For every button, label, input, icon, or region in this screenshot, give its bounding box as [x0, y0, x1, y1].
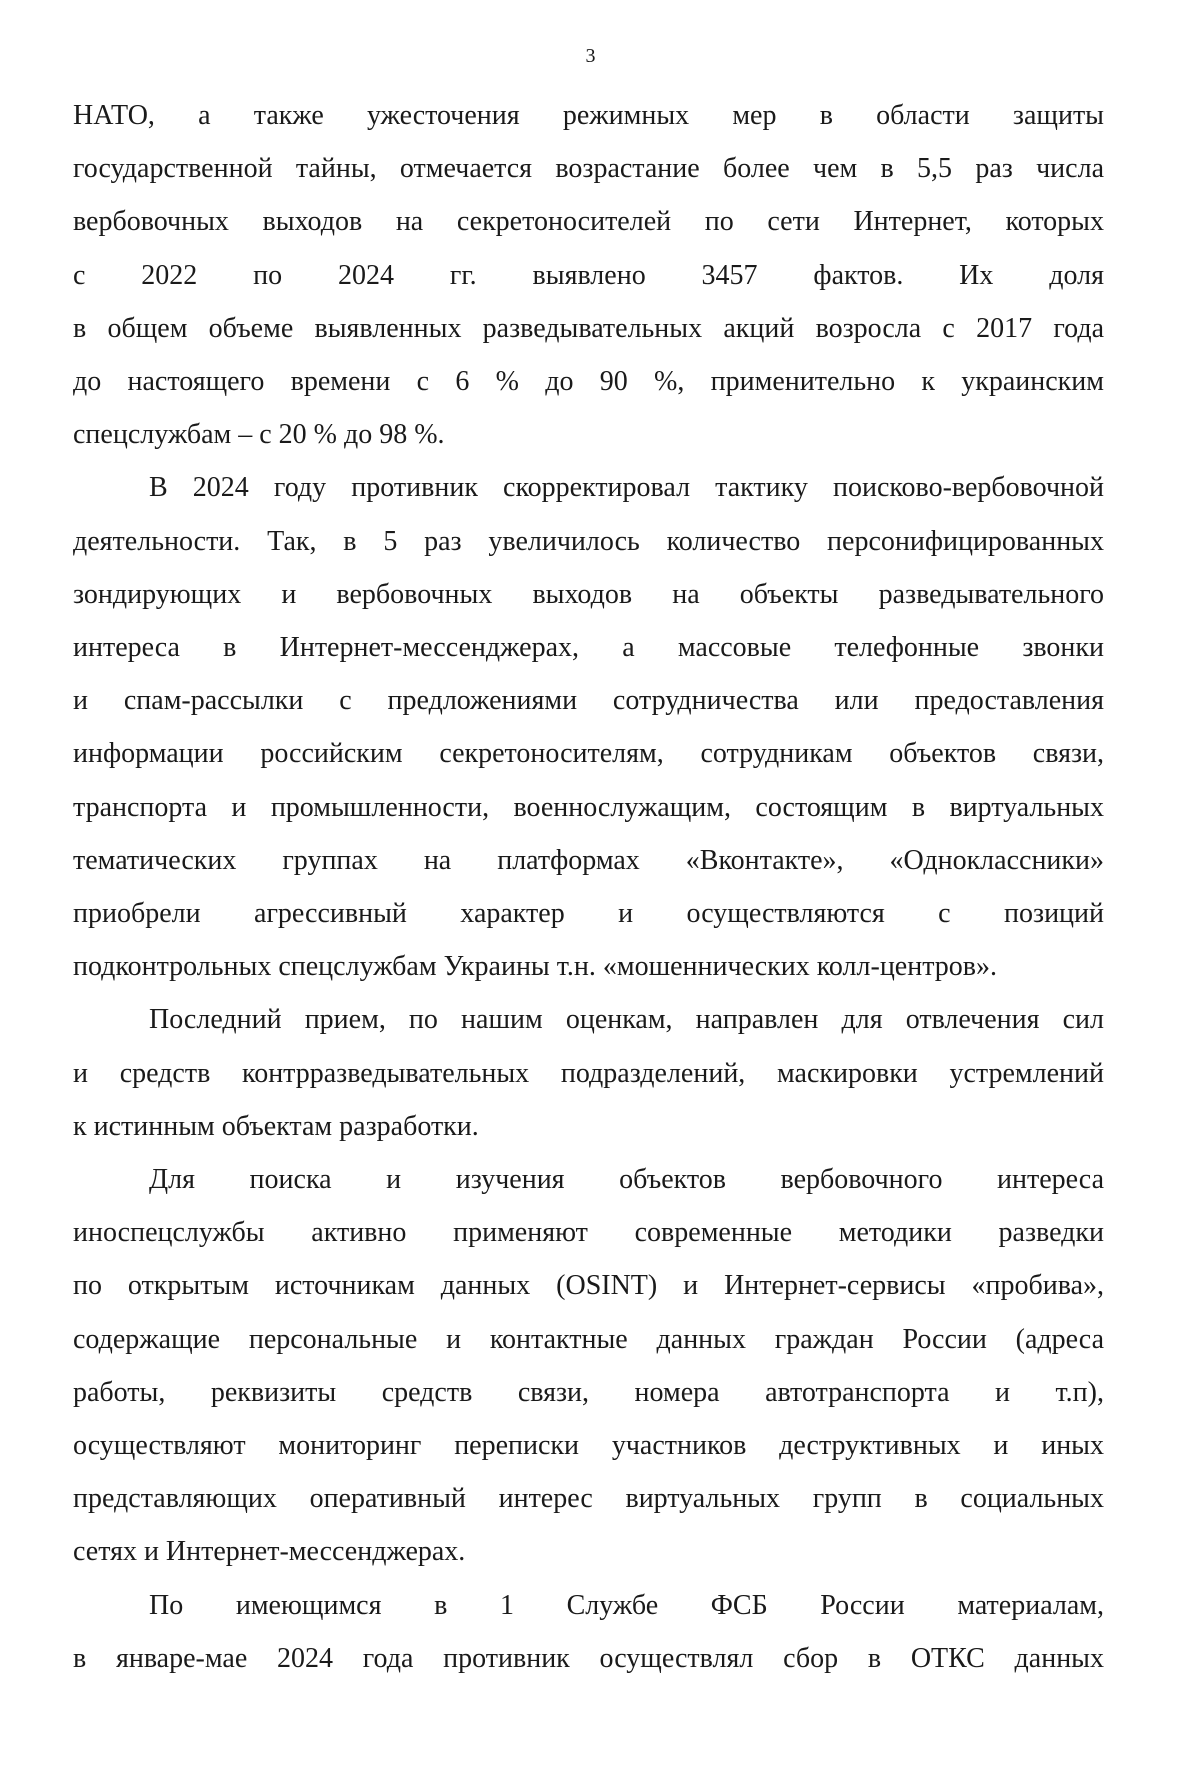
- text-line: интереса в Интернет-мессенджерах, а массовые телефонные звонки: [73, 632, 1104, 664]
- text-line: По имеющимся в 1 Службе ФСБ России материалам,: [149, 1589, 1104, 1621]
- text-line: содержащие персональные и контактные данных граждан России (адреса: [73, 1323, 1104, 1355]
- text-line: тематических группах на платформах «Вконтакте», «Одноклассники»: [73, 844, 1104, 876]
- text-line: работы, реквизиты средств связи, номера автотранспорта и т.п),: [73, 1376, 1104, 1408]
- text-line: до настоящего времени с 6 % до 90 %, применительно к украинским: [73, 366, 1104, 398]
- paragraph: [73, 1153, 1104, 1579]
- body-text: [73, 89, 1104, 1685]
- text-line: сетях и Интернет-мессенджерах.: [73, 1536, 466, 1568]
- text-line: Последний прием, по нашим оценкам, направлен для отвлечения сил: [149, 1004, 1104, 1036]
- text-line: осуществляют мониторинг переписки участников деструктивных и иных: [73, 1430, 1104, 1462]
- text-line: подконтрольных спецслужбам Украины т.н. «мошеннических колл-центров».: [73, 951, 998, 983]
- text-line: Для поиска и изучения объектов вербовочного интереса: [149, 1164, 1104, 1196]
- text-line: в январе-мае 2024 года противник осуществлял сбор в ОТКС данных: [73, 1642, 1104, 1674]
- text-line: по открытым источникам данных (OSINT) и Интернет-сервисы «пробива»,: [73, 1270, 1104, 1302]
- text-line: вербовочных выходов на секретоносителей по сети Интернет, которых: [73, 206, 1104, 238]
- paragraph: [73, 89, 1104, 461]
- paragraph: [73, 1579, 1104, 1685]
- text-line: НАТО, а также ужесточения режимных мер в области защиты: [73, 100, 1104, 131]
- text-line: государственной тайны, отмечается возрастание более чем в 5,5 раз числа: [73, 153, 1104, 185]
- text-line: зондирующих и вербовочных выходов на объекты разведывательного: [73, 578, 1104, 610]
- text-line: В 2024 году противник скорректировал тактику поисково-вербовочной: [149, 472, 1104, 504]
- text-line: к истинным объектам разработки.: [73, 1110, 479, 1142]
- paragraph: [73, 993, 1104, 1153]
- text-line: приобрели агрессивный характер и осуществляются с позиций: [73, 898, 1104, 930]
- page-number: 3: [585, 45, 596, 67]
- paragraph: [73, 461, 1104, 993]
- text-line: и спам-рассылки с предложениями сотрудничества или предоставления: [73, 685, 1104, 717]
- text-line: и средств контрразведывательных подразделений, маскировки устремлений: [73, 1057, 1104, 1089]
- text-line: транспорта и промышленности, военнослужащим, состоящим в виртуальных: [73, 791, 1104, 823]
- text-line: спецслужбам – с 20 % до 98 %.: [73, 419, 445, 451]
- text-line: деятельности. Так, в 5 раз увеличилось количество персонифицированных: [73, 525, 1104, 557]
- text-line: в общем объеме выявленных разведывательных акций возросла с 2017 года: [73, 312, 1104, 344]
- text-line: представляющих оперативный интерес виртуальных групп в социальных: [73, 1483, 1104, 1515]
- text-line: иноспецслужбы активно применяют современные методики разведки: [73, 1217, 1104, 1249]
- text-line: с 2022 по 2024 гг. выявлено 3457 фактов. Их доля: [73, 259, 1104, 291]
- text-line: информации российским секретоносителям, сотрудникам объектов связи,: [73, 738, 1104, 770]
